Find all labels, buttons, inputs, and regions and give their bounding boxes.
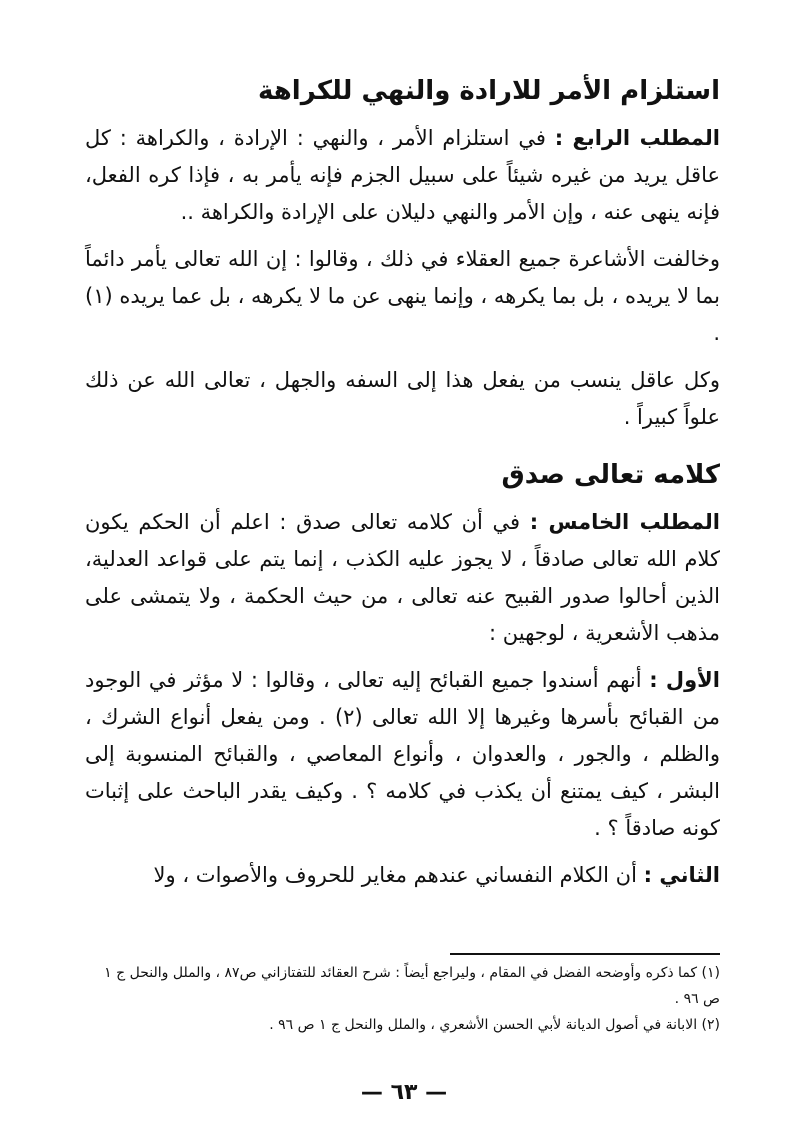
paragraph-text: في أن كلامه تعالى صدق : اعلم أن الحكم يكون كلام الله تعالى صادقاً ، لا يجوز عليه الكذب ، إنما يتم على قواعد العدلية، الذين أحالوا صدور القبيح عنه تعالى ، من حيث الحكمة ، ولا يتمشى على مذهب الأشعرية ، لوجهين :	[85, 510, 720, 645]
paragraph-fourth-topic	[85, 120, 720, 231]
paragraph-text: أن الكلام النفساني عندهم مغاير للحروف والأصوات ، ولا	[153, 863, 644, 887]
footnote-1: (١) كما ذكره وأوضحه الفضل في المقام ، وليراجع أيضاً : شرح العقائد للتفتازاني ص٨٧ ، والملل والنحل ج ١ ص ٩٦ .	[104, 965, 720, 1007]
paragraph-text: في استلزام الأمر ، والنهي : الإرادة ، والكراهة : كل عاقل يريد من غيره شيئاً على سبيل الجزم فإنه يأمر به ، فإذا كره الفعل، فإنه ينهى عنه ، وإن الأمر والنهي دليلان على الإرادة والكراهة ..	[85, 126, 720, 224]
paragraph-fifth-topic	[85, 504, 720, 652]
paragraph-second-reason	[85, 857, 720, 894]
paragraph-asharite-view: وخالفت الأشاعرة جميع العقلاء في ذلك ، وقالوا : إن الله تعالى يأمر دائماً بما لا يريده ، بل بما يكرهه ، وإنما ينهى عن ما لا يكرهه ، بل عما يريده (١) .	[85, 247, 720, 345]
footnote-2: (٢) الابانة في أصول الديانة لأبي الحسن الأشعري ، والملل والنحل ج ١ ص ٩٦ .	[269, 1017, 720, 1033]
paragraph-text: أنهم أسندوا جميع القبائح إليه تعالى ، وقالوا : لا مؤثر في الوجود من القبائح بأسرها وغيرها إلا الله تعالى (٢) . ومن يفعل أنواع الشرك ، والظلم ، والجور ، والعدوان ، وأنواع المعاصي ، والقبائح المنسوبة إلى البشر ، كيف يمتنع أن يكذب في كلامه ؟ . وكيف يقدر الباحث على إثبات كونه صادقاً ؟ .	[85, 668, 720, 840]
footnote-divider	[450, 953, 720, 955]
paragraph-conclusion: وكل عاقل ينسب من يفعل هذا إلى السفه والجهل ، تعالى الله عن ذلك علواً كبيراً .	[85, 368, 720, 429]
paragraph-lead: المطلب الرابع :	[554, 126, 720, 150]
paragraph-lead: المطلب الخامس :	[529, 510, 720, 534]
section-title-truthful-speech: كلامه تعالى صدق	[501, 460, 720, 490]
page-number: — ٦٣ —	[360, 1080, 448, 1105]
paragraph-lead: الثاني :	[643, 863, 720, 887]
paragraph-first-reason	[85, 662, 720, 847]
section-title-will-and-aversion: استلزام الأمر للارادة والنهي للكراهة	[258, 76, 720, 106]
paragraph-lead: الأول :	[649, 668, 721, 692]
footnotes	[85, 960, 720, 1038]
